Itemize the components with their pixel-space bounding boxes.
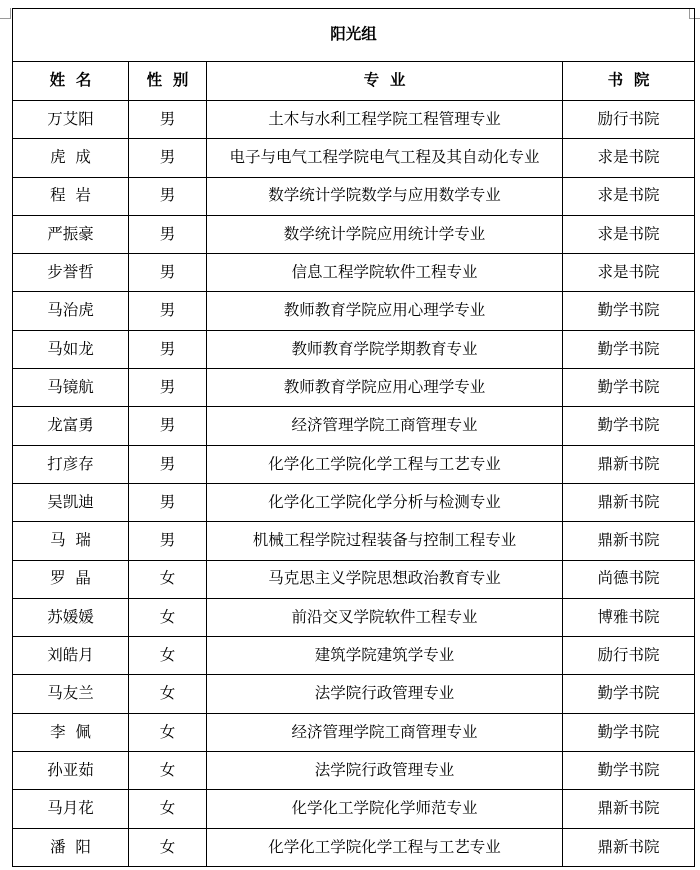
cell-name: 孙亚茹 [13,752,129,790]
cell-gender: 女 [129,752,207,790]
cell-college: 鼎新书院 [563,828,695,866]
table-row [13,330,695,368]
cell-name: 马友兰 [13,675,129,713]
table-row [13,483,695,521]
cell-gender: 女 [129,790,207,828]
table-body [13,101,695,867]
cell-gender: 女 [129,828,207,866]
cell-major: 化学化工学院化学工程与工艺专业 [207,445,563,483]
header-name: 姓 名 [13,62,129,101]
header-college: 书 院 [563,62,695,101]
cell-major: 化学化工学院化学师范专业 [207,790,563,828]
cell-name: 马如龙 [13,330,129,368]
roster-table [12,8,695,867]
table-row [13,292,695,330]
cell-name: 严振豪 [13,215,129,253]
table-title: 阳光组 [13,9,695,62]
cell-gender: 男 [129,445,207,483]
header-row [13,62,695,101]
table-row [13,598,695,636]
cell-major: 教师教育学院应用心理学专业 [207,369,563,407]
cell-name: 龙富勇 [13,407,129,445]
cell-college: 勤学书院 [563,407,695,445]
cell-major: 数学统计学院数学与应用数学专业 [207,177,563,215]
cell-gender: 男 [129,177,207,215]
cell-name: 刘皓月 [13,637,129,675]
cell-gender: 男 [129,407,207,445]
cell-gender: 男 [129,101,207,139]
cell-gender: 男 [129,254,207,292]
cell-college: 鼎新书院 [563,483,695,521]
table-row [13,522,695,560]
cell-gender: 男 [129,215,207,253]
cell-college: 求是书院 [563,139,695,177]
cell-name: 吴凯迪 [13,483,129,521]
cell-name: 步誉哲 [13,254,129,292]
cell-major: 法学院行政管理专业 [207,752,563,790]
cell-major: 信息工程学院软件工程专业 [207,254,563,292]
cell-major: 数学统计学院应用统计学专业 [207,215,563,253]
table-row [13,790,695,828]
cell-name: 罗 晶 [13,560,129,598]
cell-college: 勤学书院 [563,675,695,713]
cell-major: 土木与水利工程学院工程管理专业 [207,101,563,139]
cell-gender: 男 [129,292,207,330]
cell-college: 励行书院 [563,637,695,675]
cell-name: 打彦存 [13,445,129,483]
cell-college: 勤学书院 [563,752,695,790]
cell-college: 勤学书院 [563,713,695,751]
header-major: 专 业 [207,62,563,101]
cell-college: 勤学书院 [563,369,695,407]
cell-name: 马治虎 [13,292,129,330]
table-row [13,177,695,215]
cell-name: 马镜航 [13,369,129,407]
cell-name: 马月花 [13,790,129,828]
table-row [13,637,695,675]
table-row [13,828,695,866]
cell-gender: 女 [129,560,207,598]
cell-major: 马克思主义学院思想政治教育专业 [207,560,563,598]
table-row [13,215,695,253]
table-row [13,407,695,445]
cell-gender: 男 [129,369,207,407]
cell-college: 励行书院 [563,101,695,139]
table-row [13,369,695,407]
table-row [13,675,695,713]
table-row [13,445,695,483]
cell-name: 潘 阳 [13,828,129,866]
cell-college: 鼎新书院 [563,445,695,483]
cell-college: 博雅书院 [563,598,695,636]
table-row [13,254,695,292]
table-row [13,560,695,598]
cell-gender: 女 [129,713,207,751]
cell-name: 万艾阳 [13,101,129,139]
cell-major: 化学化工学院化学分析与检测专业 [207,483,563,521]
cell-major: 建筑学院建筑学专业 [207,637,563,675]
cell-college: 鼎新书院 [563,522,695,560]
cell-major: 化学化工学院化学工程与工艺专业 [207,828,563,866]
table-row [13,752,695,790]
cell-gender: 男 [129,522,207,560]
cell-college: 求是书院 [563,254,695,292]
cell-gender: 男 [129,483,207,521]
cell-gender: 女 [129,598,207,636]
cell-gender: 男 [129,139,207,177]
table-row [13,101,695,139]
cell-college: 勤学书院 [563,330,695,368]
cell-major: 机械工程学院过程装备与控制工程专业 [207,522,563,560]
cell-college: 求是书院 [563,177,695,215]
cell-major: 经济管理学院工商管理专业 [207,713,563,751]
cell-major: 法学院行政管理专业 [207,675,563,713]
cell-gender: 女 [129,637,207,675]
cell-major: 教师教育学院应用心理学专业 [207,292,563,330]
cell-name: 虎 成 [13,139,129,177]
cell-major: 经济管理学院工商管理专业 [207,407,563,445]
cell-name: 马 瑞 [13,522,129,560]
table-row [13,713,695,751]
table-row [13,139,695,177]
cell-major: 电子与电气工程学院电气工程及其自动化专业 [207,139,563,177]
cell-gender: 男 [129,330,207,368]
header-gender: 性 别 [129,62,207,101]
cell-college: 尚德书院 [563,560,695,598]
cell-name: 程 岩 [13,177,129,215]
cell-name: 李 佩 [13,713,129,751]
cell-major: 教师教育学院学期教育专业 [207,330,563,368]
cell-college: 求是书院 [563,215,695,253]
cell-college: 鼎新书院 [563,790,695,828]
cell-gender: 女 [129,675,207,713]
cell-name: 苏媛媛 [13,598,129,636]
cell-major: 前沿交叉学院软件工程专业 [207,598,563,636]
cell-college: 勤学书院 [563,292,695,330]
page-corner-mark [0,8,11,19]
title-row [13,9,695,62]
